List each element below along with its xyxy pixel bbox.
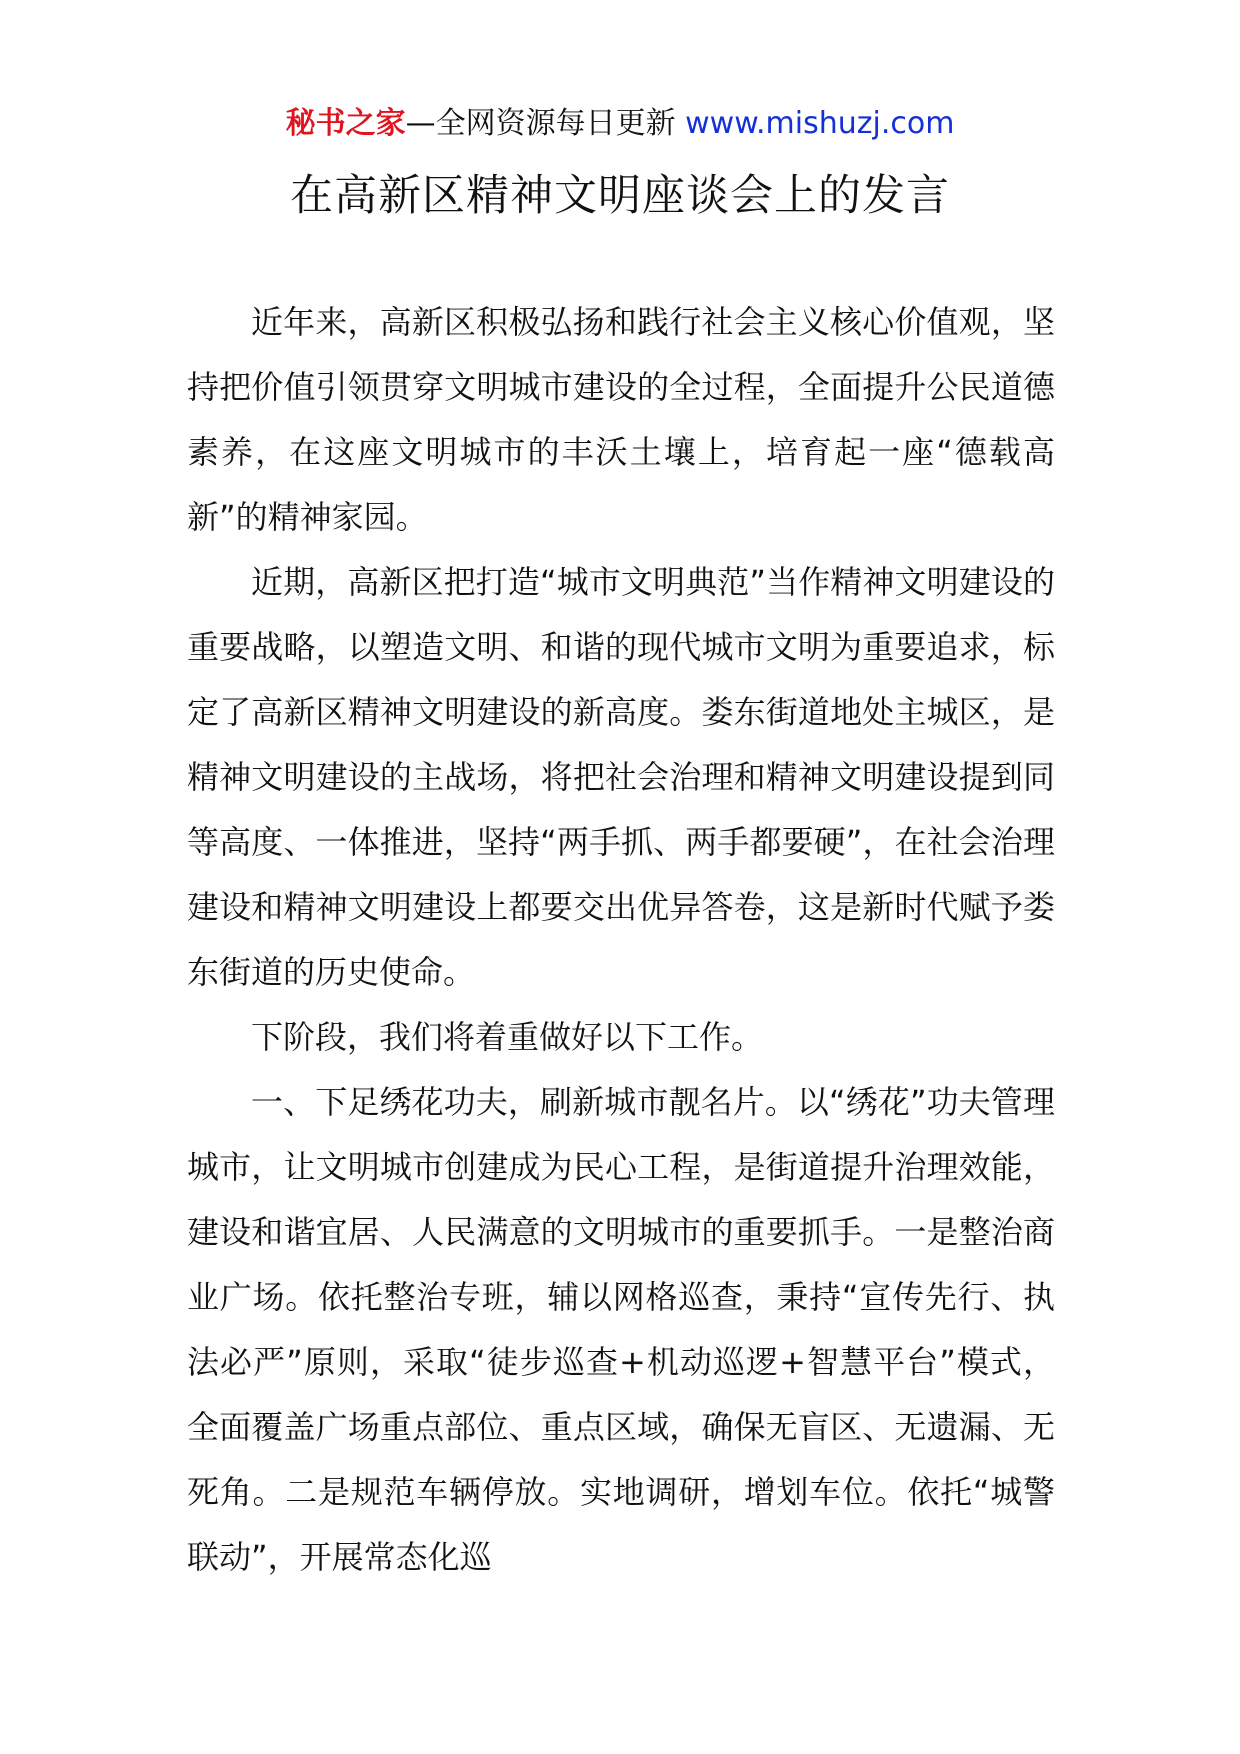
website-link[interactable]: www.mishuzj.com bbox=[685, 106, 955, 141]
document-title: 在高新区精神文明座谈会上的发言 bbox=[290, 171, 950, 221]
paragraph-recent: 近期，高新区把打造“城市文明典范”当作精神文明建设的重要战略，以塑造文明、和谐的现代城市文明为重要追求，标定了高新区精神文明建设的新高度。娄东街道地处主城区，是精神文明建设的主战场，将把社会治理和精神文明建设提到同等高度、一体推进，坚持“两手抓、两手都要硬”，在社会治理建设和精神文明建设上都要交出优异答卷，这是新时代赋予娄东街道的历史使命。 bbox=[187, 563, 1055, 991]
header-tagline: —全网资源每日更新 bbox=[405, 106, 676, 141]
paragraph-intro: 近年来，高新区积极弘扬和践行社会主义核心价值观，坚持把价值引领贯穿文明城市建设的全过程，全面提升公民道德素养，在这座文明城市的丰沃土壤上，培育起一座“德载高新”的精神家园。 bbox=[187, 303, 1055, 536]
brand-name: 秘书之家 bbox=[285, 106, 406, 141]
paragraph-item-one: 一、下足绣花功夫，刷新城市靓名片。以“绣花”功夫管理城市，让文明城市创建成为民心工程，是街道提升治理效能，建设和谐宜居、人民满意的文明城市的重要抓手。一是整治商业广场。依托整治专班，辅以网格巡查，秉持“宣传先行、执法必严”原则，采取“徒步巡查+机动巡逻+智慧平台”模式，全面覆盖广场重点部位、重点区域，确保无盲区、无遗漏、无死角。二是规范车辆停放。实地调研，增划车位。依托“城警联动”，开展常态化巡 bbox=[187, 1083, 1055, 1576]
page-header bbox=[0, 102, 1240, 146]
paragraph-next-stage: 下阶段，我们将着重做好以下工作。 bbox=[251, 1018, 764, 1056]
document-body bbox=[187, 290, 1055, 1590]
